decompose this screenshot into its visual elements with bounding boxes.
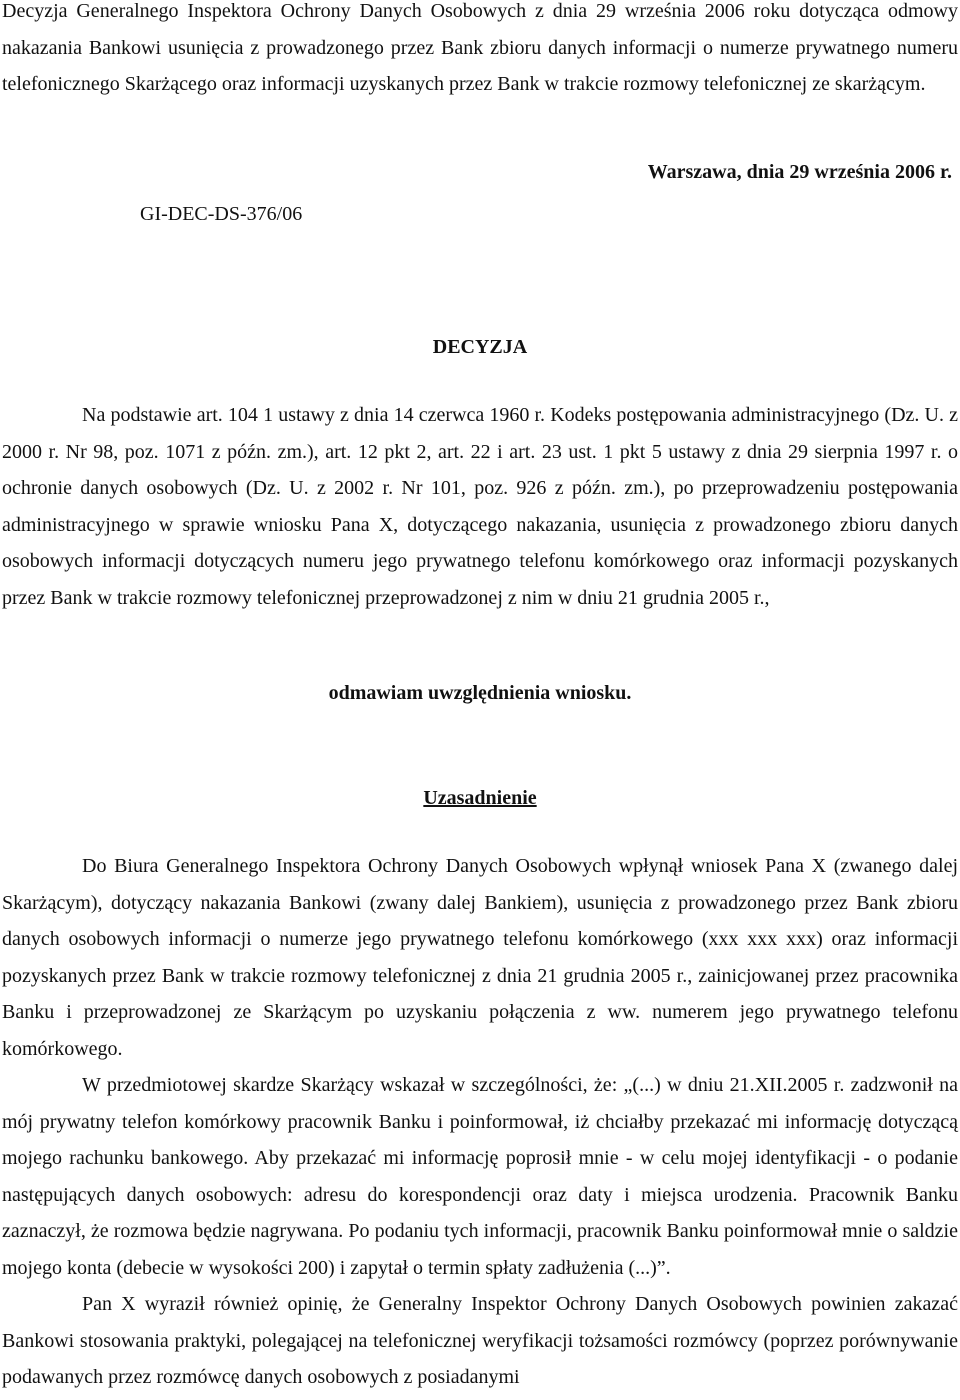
reasoning-heading: Uzasadnienie [423, 787, 537, 809]
reasoning-paragraph-3: Pan X wyraził również opinię, że Generalny Inspektor Ochrony Danych Osobowych powinien zakazać Bankowi stosowania praktyki, polegającej na telefonicznej weryfikacji tożsamości rozmówcy (poprzez porównywanie podawanych przez rozmówcę danych osobowych z posiadanymi [2, 1293, 958, 1388]
reference-number: GI-DEC-DS-376/06 [140, 203, 303, 225]
decision-statement: odmawiam uwzględnienia wniosku. [328, 682, 632, 704]
reasoning-paragraph-1: Do Biura Generalnego Inspektora Ochrony Danych Osobowych wpłynął wniosek Pana X (zwanego dalej Skarżącym), dotyczący nakazania Bankowi (zwany dalej Bankiem), usunięcia z prowadzonego przez Bank zbioru danych osobowych informacji o numerze jego prywatnego telefonu komórkowego (xxx xxx xxx) oraz informacji pozyskanych przez Bank w trakcie rozmowy telefonicznej z dnia 21 grudnia 2005 r., zainicjowanej przez pracownika Banku i przeprowadzonej ze Skarżącym po uzyskaniu połączenia z ww. numerem jego prywatnego telefonu komórkowego. [2, 855, 958, 1060]
place-and-date: Warszawa, dnia 29 września 2006 r. [647, 161, 952, 183]
legal-basis-paragraph: Na podstawie art. 104 1 ustawy z dnia 14 czerwca 1960 r. Kodeks postępowania administracyjnego (Dz. U. z 2000 r. Nr 98, poz. 1071 z późn. zm.), art. 12 pkt 2, art. 22 i art. 23 ust. 1 pkt 5 ustawy z dnia 29 sierpnia 1997 r. o ochronie danych osobowych (Dz. U. z 2002 r. Nr 101, poz. 926 z późn. zm.), po przeprowadzeniu postępowania administracyjnego w sprawie wniosku Pana X, dotyczącego nakazania, usunięcia z prowadzonego zbioru danych osobowych informacji dotyczących numeru jego prywatnego telefonu komórkowego oraz informacji pozyskanych przez Bank w trakcie rozmowy telefonicznej przeprowadzonej z nim w dniu 21 grudnia 2005 r., [2, 404, 958, 609]
reasoning-section [2, 848, 958, 1396]
legal-basis-section [2, 397, 958, 616]
reasoning-paragraph-2: W przedmiotowej skardze Skarżący wskazał w szczególności, że: „(...) w dniu 21.XII.2005 r. zadzwonił na mój prywatny telefon komórkowy pracownik Banku i poinformował, iż chciałby przekazać mi informację dotyczącą mojego rachunku bankowego. Aby przekazać mi informację poprosił mnie - w celu mojej identyfikacji - o podanie następujących danych osobowych: adresu do korespondencji oraz daty i miejsca urodzenia. Pracownik Banku zaznaczył, że rozmowa będzie nagrywana. Po podaniu tych informacji, pracownik Banku poinformował mnie o saldzie mojego konta (debecie w wysokości 200) i zapytał o termin spłaty zadłużenia (...)”. [2, 1074, 958, 1279]
intro-paragraph: Decyzja Generalnego Inspektora Ochrony Danych Osobowych z dnia 29 września 2006 roku dotycząca odmowy nakazania Bankowi usunięcia z prowadzonego przez Bank zbioru danych informacji o numerze prywatnego numeru telefonicznego Skarżącego oraz informacji uzyskanych przez Bank w trakcie rozmowy telefonicznej ze skarżącym. [2, 0, 958, 95]
decision-title: DECYZJA [432, 336, 528, 358]
